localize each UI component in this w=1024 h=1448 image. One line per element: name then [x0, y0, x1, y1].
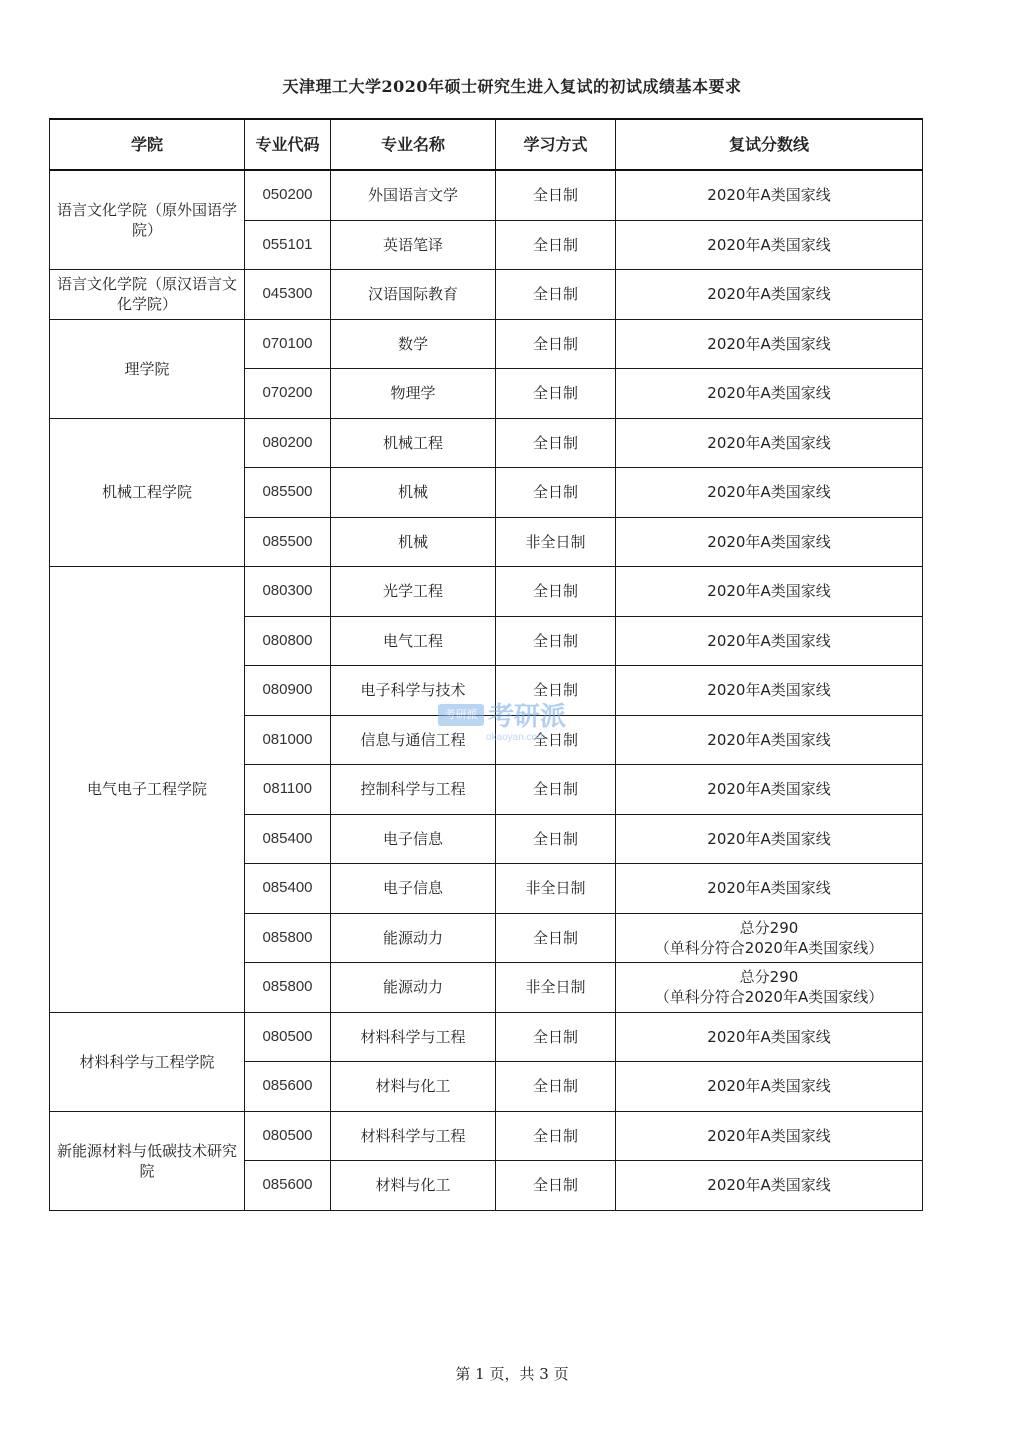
major-cell: 机械: [331, 468, 496, 518]
code-cell: 081100: [245, 765, 331, 815]
score-cell: 2020年A类国家线: [616, 1012, 923, 1062]
mode-cell: 全日制: [496, 270, 616, 320]
code-cell: 050200: [245, 170, 331, 220]
major-cell: 材料与化工: [331, 1161, 496, 1211]
college-cell: 机械工程学院: [50, 418, 245, 567]
mode-cell: 全日制: [496, 1161, 616, 1211]
mode-cell: 全日制: [496, 616, 616, 666]
score-note: （单科分符合2020年A类国家线）: [654, 988, 884, 1007]
code-cell: 081000: [245, 715, 331, 765]
score-note: （单科分符合2020年A类国家线）: [654, 938, 884, 957]
code-cell: 085800: [245, 963, 331, 1013]
table-row: [50, 567, 923, 617]
score-cell: 2020年A类国家线: [616, 369, 923, 419]
code-cell: 085600: [245, 1161, 331, 1211]
mode-cell: 全日制: [496, 170, 616, 220]
mode-cell: 全日制: [496, 913, 616, 963]
code-cell: 045300: [245, 270, 331, 320]
score-cell: 2020年A类国家线: [616, 220, 923, 270]
mode-cell: 全日制: [496, 666, 616, 716]
table-row: [50, 418, 923, 468]
score-cell: 2020年A类国家线: [616, 715, 923, 765]
major-cell: 机械: [331, 517, 496, 567]
score-cell: [616, 913, 923, 963]
code-cell: 080900: [245, 666, 331, 716]
code-cell: 080500: [245, 1111, 331, 1161]
major-cell: 电子信息: [331, 864, 496, 914]
score-cell: 2020年A类国家线: [616, 666, 923, 716]
mode-cell: 非全日制: [496, 517, 616, 567]
score-cell: 2020年A类国家线: [616, 468, 923, 518]
major-cell: 数学: [331, 319, 496, 369]
mode-cell: 全日制: [496, 765, 616, 815]
score-cell: 2020年A类国家线: [616, 517, 923, 567]
major-cell: 控制科学与工程: [331, 765, 496, 815]
mode-cell: 全日制: [496, 1111, 616, 1161]
table-row: [50, 1012, 923, 1062]
major-cell: 电子科学与技术: [331, 666, 496, 716]
mode-cell: 全日制: [496, 468, 616, 518]
major-cell: 材料与化工: [331, 1062, 496, 1112]
code-cell: 070100: [245, 319, 331, 369]
mode-cell: 全日制: [496, 220, 616, 270]
score-cell: 2020年A类国家线: [616, 814, 923, 864]
score-cell: 2020年A类国家线: [616, 765, 923, 815]
major-cell: 材料科学与工程: [331, 1111, 496, 1161]
code-cell: 085400: [245, 814, 331, 864]
table-row: [50, 270, 923, 320]
header-major: 专业名称: [331, 119, 496, 170]
mode-cell: 全日制: [496, 369, 616, 419]
mode-cell: 全日制: [496, 418, 616, 468]
score-cell: 2020年A类国家线: [616, 864, 923, 914]
code-cell: 085800: [245, 913, 331, 963]
mode-cell: 非全日制: [496, 963, 616, 1013]
watermark-text: 考研派: [488, 702, 567, 732]
code-cell: 070200: [245, 369, 331, 419]
table-row: [50, 1111, 923, 1161]
major-cell: 英语笔译: [331, 220, 496, 270]
major-cell: 能源动力: [331, 963, 496, 1013]
code-cell: 085400: [245, 864, 331, 914]
college-cell: 电气电子工程学院: [50, 567, 245, 1013]
mode-cell: 全日制: [496, 567, 616, 617]
table-header-row: [50, 119, 923, 170]
code-cell: 055101: [245, 220, 331, 270]
college-cell: 理学院: [50, 319, 245, 418]
header-score: 复试分数线: [616, 119, 923, 170]
major-cell: 能源动力: [331, 913, 496, 963]
score-total: 总分290: [739, 918, 799, 937]
watermark-url: okaoyan.com: [486, 732, 546, 743]
code-cell: 085600: [245, 1062, 331, 1112]
score-total: 总分290: [739, 968, 799, 987]
code-cell: 080500: [245, 1012, 331, 1062]
score-cell: 2020年A类国家线: [616, 1062, 923, 1112]
score-cell: 2020年A类国家线: [616, 1111, 923, 1161]
college-cell: 材料科学与工程学院: [50, 1012, 245, 1111]
score-cell: 2020年A类国家线: [616, 616, 923, 666]
code-cell: 085500: [245, 468, 331, 518]
code-cell: 085500: [245, 517, 331, 567]
header-code: 专业代码: [245, 119, 331, 170]
major-cell: 信息与通信工程: [331, 715, 496, 765]
score-cell: 2020年A类国家线: [616, 270, 923, 320]
score-cell: [616, 963, 923, 1013]
mode-cell: 全日制: [496, 814, 616, 864]
watermark-badge: 考研派: [438, 704, 484, 726]
mode-cell: 全日制: [496, 1062, 616, 1112]
major-cell: 物理学: [331, 369, 496, 419]
mode-cell: 全日制: [496, 319, 616, 369]
major-cell: 外国语言文学: [331, 170, 496, 220]
major-cell: 汉语国际教育: [331, 270, 496, 320]
college-cell: 新能源材料与低碳技术研究院: [50, 1111, 245, 1210]
code-cell: 080200: [245, 418, 331, 468]
score-cell: 2020年A类国家线: [616, 418, 923, 468]
header-mode: 学习方式: [496, 119, 616, 170]
college-cell: 语言文化学院（原外国语学院）: [50, 170, 245, 270]
table-row: [50, 319, 923, 369]
score-table: [49, 118, 923, 1211]
table-row: [50, 170, 923, 220]
major-cell: 电子信息: [331, 814, 496, 864]
college-cell: 语言文化学院（原汉语言文化学院）: [50, 270, 245, 320]
score-cell: 2020年A类国家线: [616, 170, 923, 220]
code-cell: 080300: [245, 567, 331, 617]
major-cell: 机械工程: [331, 418, 496, 468]
mode-cell: 全日制: [496, 715, 616, 765]
mode-cell: 全日制: [496, 1012, 616, 1062]
document-title: 天津理工大学2020年硕士研究生进入复试的初试成绩基本要求: [282, 77, 742, 96]
page-footer: 第 1 页，共 3 页: [455, 1365, 569, 1383]
code-cell: 080800: [245, 616, 331, 666]
major-cell: 材料科学与工程: [331, 1012, 496, 1062]
header-college: 学院: [50, 119, 245, 170]
score-cell: 2020年A类国家线: [616, 567, 923, 617]
mode-cell: 非全日制: [496, 864, 616, 914]
score-cell: 2020年A类国家线: [616, 319, 923, 369]
major-cell: 光学工程: [331, 567, 496, 617]
major-cell: 电气工程: [331, 616, 496, 666]
score-cell: 2020年A类国家线: [616, 1161, 923, 1211]
